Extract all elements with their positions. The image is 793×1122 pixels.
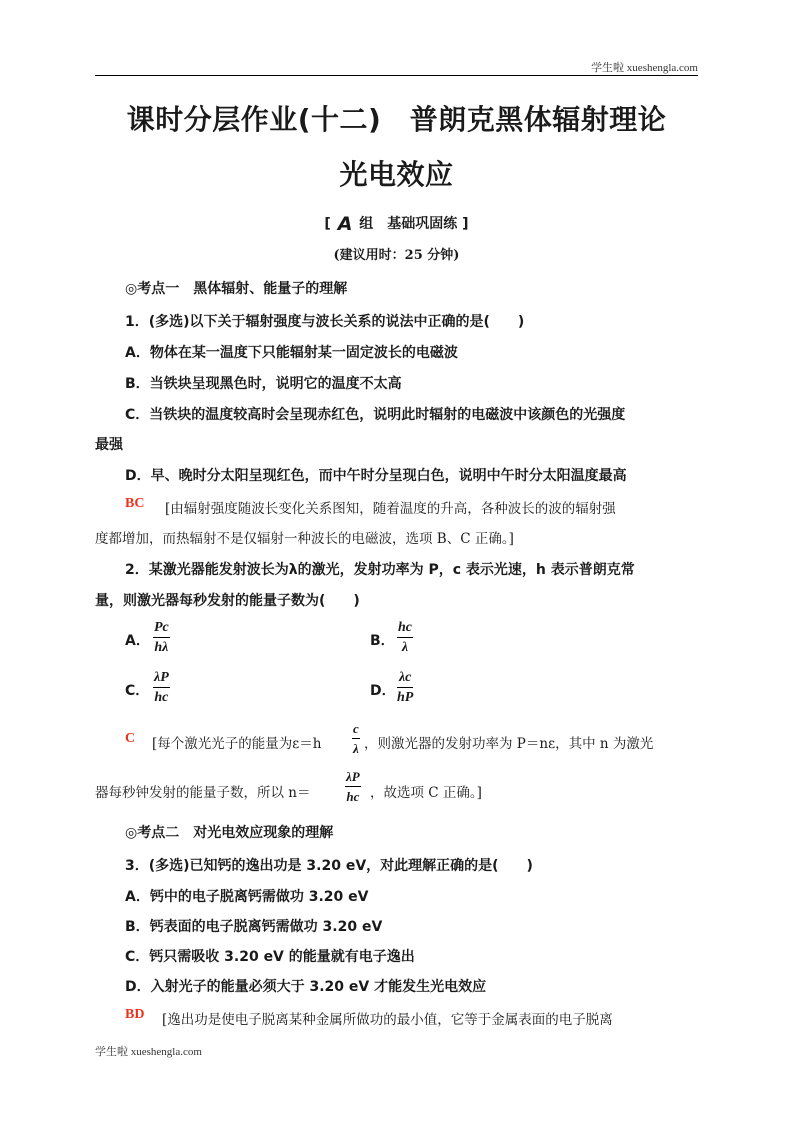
header-rule xyxy=(95,75,698,76)
group-bracket-right: ] xyxy=(462,216,469,232)
section-point-1: ◎考点一 黑体辐射、能量子的理解 xyxy=(125,281,348,297)
q2-option-c-numerator: λP xyxy=(154,670,169,685)
q2-option-a-label: A． xyxy=(125,633,150,649)
q2-explanation-line1b: ，则激光器的发射功率为 P＝nε，其中 n 为激光 xyxy=(364,736,654,752)
group-letter: A xyxy=(337,213,353,235)
q3-explanation-line1: [逸出功是使电子脱离某种金属所做功的最小值，它等于金属表面的电子脱离 xyxy=(162,1012,613,1028)
q1-option-b: B．当铁块呈现黑色时，说明它的温度不太高 xyxy=(125,376,402,392)
header-watermark: 学生啦 xueshengla.com xyxy=(591,62,698,74)
q2-explanation-fraction-2-numerator: λP xyxy=(346,769,360,784)
q2-option-b-label: B． xyxy=(370,633,395,649)
q2-option-d-numerator: λc xyxy=(398,670,412,685)
page-title-line1: 课时分层作业(十二) 普朗克黑体辐射理论 xyxy=(126,103,667,136)
q3-answer: BD xyxy=(125,1007,145,1022)
q2-explanation-fraction-2-denominator: hc xyxy=(346,789,360,804)
group-heading xyxy=(95,213,698,235)
q1-option-c-line2: 最强 xyxy=(95,437,123,453)
q2-explanation-fraction-1-denominator: λ xyxy=(353,741,359,756)
q1-option-d: D．早、晚时分太阳呈现红色，而中午时分呈现白色，说明中午时分太阳温度最高 xyxy=(125,468,627,484)
q2-explanation-line1a: [每个激光光子的能量为ε＝h xyxy=(152,736,322,752)
fraction-bar xyxy=(153,637,170,638)
q1-option-a: A．物体在某一温度下只能辐射某一固定波长的电磁波 xyxy=(125,345,458,361)
page-title-line2: 光电效应 xyxy=(339,158,454,191)
fraction-bar xyxy=(397,637,413,638)
q2-option-d-label: D． xyxy=(370,683,396,699)
q2-answer: C xyxy=(125,731,136,746)
q2-option-d-fraction xyxy=(397,670,413,705)
q1-option-c-line1: C．当铁块的温度较高时会呈现赤红色，说明此时辐射的电磁波中该颜色的光强度 xyxy=(125,407,626,423)
q2-explanation-fraction-1-numerator: c xyxy=(353,721,359,736)
q3-stem: 3．(多选)已知钙的逸出功是 3.20 eV，对此理解正确的是( ) xyxy=(125,858,533,874)
q2-explanation-line2a: 器每秒钟发射的能量子数，所以 n＝ xyxy=(95,785,311,801)
footer-watermark: 学生啦 xueshengla.com xyxy=(95,1046,202,1058)
q2-option-d-denominator: hP xyxy=(397,690,414,705)
q1-stem: 1．(多选)以下关于辐射强度与波长关系的说法中正确的是( ) xyxy=(125,314,525,330)
q2-option-a-denominator: hλ xyxy=(154,640,169,655)
q1-answer: BC xyxy=(125,496,145,511)
q2-option-a-fraction xyxy=(153,620,170,655)
q2-explanation-line2b: ，故选项 C 正确。] xyxy=(370,785,482,801)
fraction-bar xyxy=(153,687,170,688)
q2-option-c-label: C． xyxy=(125,683,150,699)
fraction-bar xyxy=(352,738,360,739)
q2-option-b-numerator: hc xyxy=(398,620,412,635)
fraction-bar xyxy=(397,687,413,688)
q3-option-d: D．入射光子的能量必须大于 3.20 eV 才能发生光电效应 xyxy=(125,979,487,995)
q3-option-b: B．钙表面的电子脱离钙需做功 3.20 eV xyxy=(125,919,383,935)
q2-option-b-denominator: λ xyxy=(401,640,409,655)
q1-explanation-line2: 度都增加，而热辐射不是仅辐射一种波长的电磁波，选项 B、C 正确。] xyxy=(95,531,514,547)
q3-option-c: C．钙只需吸收 3.20 eV 的能量就有电子逸出 xyxy=(125,949,415,965)
q2-explanation-fraction-1 xyxy=(352,721,360,756)
q2-option-c-denominator: hc xyxy=(154,690,169,705)
section-point-2: ◎考点二 对光电效应现象的理解 xyxy=(125,825,334,841)
group-label: 组 基础巩固练 xyxy=(359,216,458,232)
q2-stem-line2: 量，则激光器每秒发射的能量子数为( ) xyxy=(95,593,360,609)
time-note: (建议用时：25 分钟) xyxy=(333,248,460,263)
q2-option-b-fraction xyxy=(397,620,413,655)
group-bracket-left: [ xyxy=(324,216,331,232)
q2-option-c-fraction xyxy=(153,670,170,705)
q2-option-a-numerator: Pc xyxy=(154,620,169,635)
fraction-bar xyxy=(345,786,361,787)
q3-option-a: A．钙中的电子脱离钙需做功 3.20 eV xyxy=(125,889,369,905)
q2-explanation-fraction-2 xyxy=(345,769,361,804)
q2-stem-line1: 2．某激光器能发射波长为λ的激光，发射功率为 P，c 表示光速，h 表示普朗克常 xyxy=(125,562,635,578)
q1-explanation-line1: [由辐射强度随波长变化关系图知，随着温度的升高，各种波长的波的辐射强 xyxy=(165,501,616,517)
